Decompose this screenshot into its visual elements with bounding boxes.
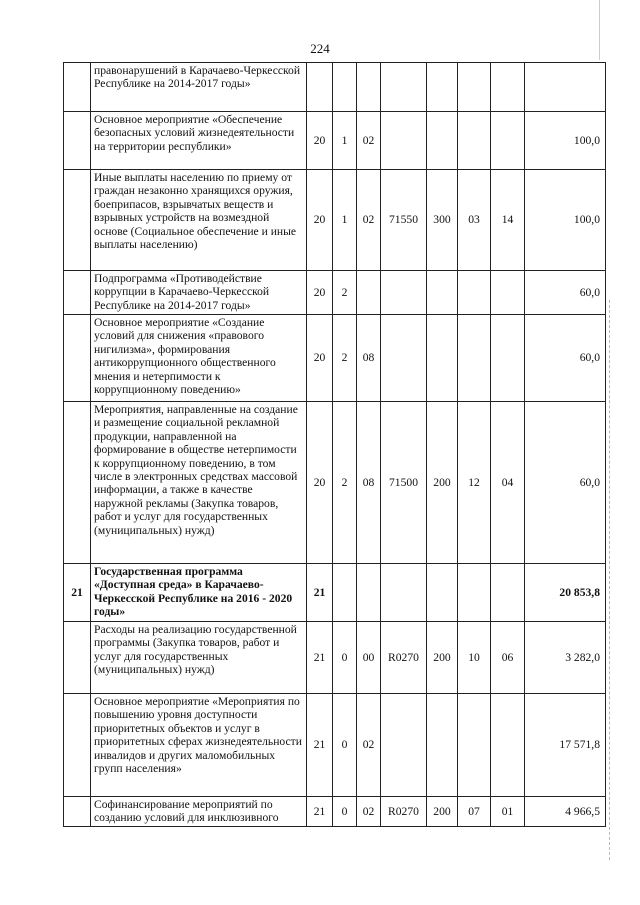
expense-type-cell: 200 [427,622,458,694]
page-number: 224 [310,41,330,56]
direction-code-cell [381,63,427,112]
direction-code-cell: 71500 [381,402,427,564]
event-code-cell: 02 [357,112,381,170]
amount-cell: 100,0 [525,170,606,271]
section-cell: 07 [458,797,491,827]
event-code-cell [357,271,381,315]
expense-type-cell: 200 [427,402,458,564]
subprogram-code-cell: 0 [333,694,357,797]
event-code-cell: 02 [357,797,381,827]
subsection-cell [491,271,525,315]
description-cell: Государственная программа «Доступная среда» в Карачаево-Черкесской Республике на 2016 - 2020 годы» [91,564,307,622]
row-number-cell [64,797,91,827]
section-cell: 03 [458,170,491,271]
row-number-cell [64,402,91,564]
row-number-cell [64,170,91,271]
expense-type-cell [427,564,458,622]
table-row [64,170,606,271]
subprogram-code-cell: 1 [333,170,357,271]
subprogram-code-cell [333,63,357,112]
row-number-cell [64,694,91,797]
expense-type-cell [427,271,458,315]
description-cell: Софинансирование мероприятий по созданию условий для инклюзивного [91,797,307,827]
row-number-cell [64,315,91,402]
description-cell: Мероприятия, направленные на создание и размещение социальной рекламной продукции, направленной на формирование в обществе нетерпимости к коррупционному поведению, в том числе в электронных средствах массовой информации, а также в качестве наружной рекламы (Закупка товаров, работ и услуг для государственных (муниципальных) нужд) [91,402,307,564]
subsection-cell: 01 [491,797,525,827]
description-cell: Основное мероприятие «Обеспечение безопасных условий жизнедеятельности на территории республики» [91,112,307,170]
section-cell [458,271,491,315]
amount-cell: 100,0 [525,112,606,170]
description-cell: Иные выплаты населению по приему от граждан незаконно хранящихся оружия, боеприпасов, взрывчатых веществ и взрывных устройств на возмездной основе (Социальное обеспечение и иные выплаты населению) [91,170,307,271]
table-row [64,315,606,402]
subprogram-code-cell: 1 [333,112,357,170]
table-row [64,63,606,112]
table-row [64,402,606,564]
direction-code-cell: 71550 [381,170,427,271]
subsection-cell [491,63,525,112]
table-body [64,63,606,827]
program-code-cell: 21 [307,694,333,797]
subsection-cell [491,112,525,170]
event-code-cell: 02 [357,694,381,797]
event-code-cell: 08 [357,402,381,564]
section-cell [458,112,491,170]
program-code-cell: 21 [307,622,333,694]
amount-cell: 17 571,8 [525,694,606,797]
row-number-cell [64,271,91,315]
expense-type-cell [427,315,458,402]
scan-edge-line [608,300,610,860]
table-row [64,112,606,170]
subprogram-code-cell: 2 [333,315,357,402]
direction-code-cell: R0270 [381,797,427,827]
program-code-cell: 21 [307,797,333,827]
subsection-cell: 04 [491,402,525,564]
direction-code-cell: R0270 [381,622,427,694]
table-row [64,564,606,622]
program-code-cell: 20 [307,402,333,564]
expense-type-cell [427,63,458,112]
expense-type-cell [427,112,458,170]
table-row [64,271,606,315]
amount-cell: 60,0 [525,271,606,315]
section-cell: 12 [458,402,491,564]
section-cell [458,63,491,112]
section-cell [458,315,491,402]
subsection-cell: 14 [491,170,525,271]
amount-cell: 60,0 [525,402,606,564]
table-row [64,694,606,797]
row-number-cell [64,63,91,112]
budget-table [63,62,606,827]
subprogram-code-cell: 0 [333,797,357,827]
row-number-cell: 21 [64,564,91,622]
description-cell: Расходы на реализацию государственной программы (Закупка товаров, работ и услуг для государственных (муниципальных) нужд) [91,622,307,694]
direction-code-cell [381,271,427,315]
description-cell: правонарушений в Карачаево-Черкесской Республике на 2014-2017 годы» [91,63,307,112]
description-cell: Основное мероприятие «Создание условий для снижения «правового нигилизма», формирования антикоррупционного общественного мнения и нетерпимости к коррупционному поведению» [91,315,307,402]
program-code-cell [307,63,333,112]
table-row [64,797,606,827]
amount-cell: 3 282,0 [525,622,606,694]
expense-type-cell: 200 [427,797,458,827]
subprogram-code-cell [333,564,357,622]
section-cell [458,564,491,622]
subsection-cell [491,564,525,622]
program-code-cell: 20 [307,112,333,170]
row-number-cell [64,622,91,694]
program-code-cell: 21 [307,564,333,622]
event-code-cell: 02 [357,170,381,271]
event-code-cell: 00 [357,622,381,694]
subsection-cell: 06 [491,622,525,694]
row-number-cell [64,112,91,170]
section-cell [458,694,491,797]
expense-type-cell [427,694,458,797]
scan-edge-line-top [598,0,600,60]
program-code-cell: 20 [307,315,333,402]
event-code-cell [357,63,381,112]
subprogram-code-cell: 2 [333,402,357,564]
event-code-cell [357,564,381,622]
event-code-cell: 08 [357,315,381,402]
section-cell: 10 [458,622,491,694]
amount-cell: 20 853,8 [525,564,606,622]
amount-cell: 60,0 [525,315,606,402]
subsection-cell [491,694,525,797]
description-cell: Основное мероприятие «Мероприятия по повышению уровня доступности приоритетных объектов и услуг в приоритетных сферах жизнедеятельности инвалидов и других маломобильных групп населения» [91,694,307,797]
program-code-cell: 20 [307,271,333,315]
table-row [64,622,606,694]
description-cell: Подпрограмма «Противодействие коррупции в Карачаево-Черкесской Республике на 2014-2017 годы» [91,271,307,315]
expense-type-cell: 300 [427,170,458,271]
amount-cell: 4 966,5 [525,797,606,827]
program-code-cell: 20 [307,170,333,271]
subsection-cell [491,315,525,402]
direction-code-cell [381,315,427,402]
direction-code-cell [381,112,427,170]
amount-cell [525,63,606,112]
subprogram-code-cell: 2 [333,271,357,315]
direction-code-cell [381,564,427,622]
direction-code-cell [381,694,427,797]
subprogram-code-cell: 0 [333,622,357,694]
